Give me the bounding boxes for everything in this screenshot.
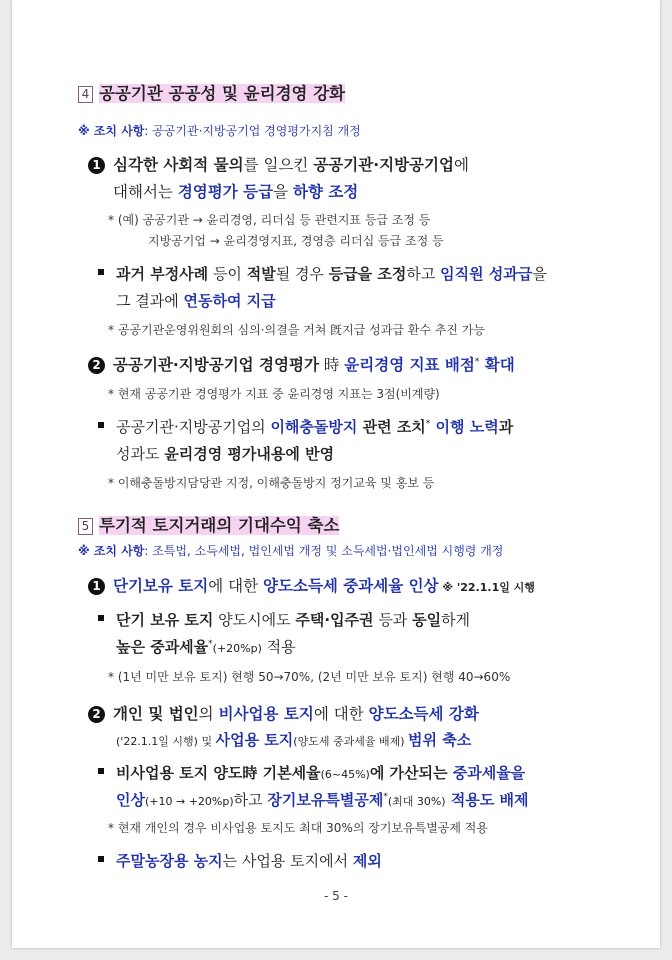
text: 양도시에도 [213, 611, 296, 629]
text: 적용도 배제 [445, 791, 529, 809]
text: 주말농장용 농지 [116, 852, 223, 870]
text: 의 [198, 705, 219, 723]
bullet-square [98, 422, 104, 428]
text: 될 경우 [275, 265, 329, 283]
number-circle-2: 2 [88, 357, 105, 374]
text: ('22.1.1일 시행) 및 [116, 735, 216, 748]
text: 공공기관·지방공기업의 [116, 418, 271, 436]
section5-number-box: 5 [78, 518, 93, 535]
text: 에 대한 [313, 705, 369, 723]
text: 적용 [261, 638, 296, 656]
section4-item1-example1: * (예) 공공기관 → 윤리경영, 리더십 등 관련지표 등급 조정 등 [108, 213, 431, 227]
text: 등이 [208, 265, 247, 283]
text: 대해서는 [113, 183, 178, 201]
text: 과 [498, 418, 514, 436]
text: (6~45%) [320, 768, 370, 781]
text: (+10 → +20%p) [144, 795, 234, 808]
section4-bullet1-line2 [116, 290, 276, 311]
text: 를 일으킨 [243, 156, 314, 174]
text: 적발 [246, 265, 276, 283]
section4-item2-line1 [88, 353, 515, 375]
section5-item1-line1 [88, 574, 535, 596]
page-number: - 5 - [324, 889, 348, 903]
section4-title: 공공기관 공공성 및 윤리경영 강화 [99, 84, 346, 103]
section5-heading [78, 512, 339, 536]
action-key: ※ 조치 사항 [78, 124, 145, 138]
text: 양도소득세 중과세율 인상 [263, 577, 439, 595]
text: 장기보유특별공제 [267, 791, 384, 809]
text: 확대 [479, 356, 515, 374]
section4-item1-line1 [88, 153, 469, 175]
section5-bullet2-line2 [116, 789, 529, 810]
text: 높은 중과세율 [116, 638, 209, 656]
text: 공공기관·지방공기업 경영평가 [113, 356, 319, 374]
text: 이행 노력 [430, 418, 499, 436]
number-circle-2: 2 [88, 706, 105, 723]
section5-item2-line1 [88, 702, 479, 724]
section5-item2-line2 [116, 729, 471, 750]
text: 심각한 사회적 물의 [113, 156, 244, 174]
section4-bullet2-line1 [98, 416, 513, 437]
text: 윤리경영 평가내용에 반영 [164, 445, 335, 463]
text: 그 결과에 [116, 292, 184, 310]
section4-item2-note: * 현재 공공기관 경영평가 지표 중 윤리경영 지표는 3점(비계량) [108, 387, 440, 401]
text: (+20%p) [212, 642, 262, 655]
section5-action-note [78, 542, 503, 559]
text: 연동하여 지급 [183, 292, 276, 310]
text: 단기 보유 토지 [116, 611, 214, 629]
text: (최대 30%) [387, 795, 446, 808]
section4-bullet1-note: * 공공기관운영위원회의 심의·의결을 거쳐 旣지급 성과급 환수 추진 가능 [108, 323, 485, 337]
section5-bullet1-line2 [116, 636, 296, 657]
document-page [12, 0, 660, 948]
section5-title: 투기적 토지거래의 기대수익 축소 [99, 516, 340, 535]
text: 공공기관·지방공기업 [313, 156, 454, 174]
text: 비사업용 토지 양도時 기본세율 [116, 764, 321, 782]
section4-bullet2-line2 [116, 443, 334, 464]
text: 관련 조치 [357, 418, 426, 436]
text: 사업용 토지 [215, 731, 294, 749]
text: 에 [453, 156, 469, 174]
text: 時 [318, 356, 345, 374]
bullet-square [98, 615, 104, 621]
text: 하향 조정 [292, 183, 359, 201]
text: 는 사업용 토지에서 [222, 852, 353, 870]
bullet-square [98, 269, 104, 275]
text: 범위 축소 [408, 731, 472, 749]
footnote-star: * [474, 357, 480, 367]
footnote-star: * [208, 639, 213, 649]
text: 이해충돌방지 [270, 418, 358, 436]
text: 에 가산되는 [369, 764, 453, 782]
action-text: : 조특법, 소득세법, 법인세법 개정 및 소득세법·법인세법 시행령 개정 [144, 544, 504, 558]
text: 을 [273, 183, 293, 201]
section4-number-box: 4 [78, 86, 93, 103]
action-key: ※ 조치 사항 [78, 544, 145, 558]
section5-bullet2-line1 [98, 762, 525, 783]
text: 등과 [373, 611, 413, 629]
action-text: : 공공기관·지방공기업 경영평가지침 개정 [144, 124, 361, 138]
text: (양도세 중과세율 배제) [293, 735, 408, 748]
section5-bullet1-note: * (1년 미만 보유 토지) 현행 50→70%, (2년 미만 보유 토지) 현행 40→60% [108, 670, 511, 684]
number-circle-1: 1 [88, 578, 105, 595]
effective-date: ※ '22.1.1일 시행 [438, 581, 535, 594]
footnote-star: * [383, 792, 388, 802]
section4-action-note [78, 122, 361, 139]
text: 에 대한 [208, 577, 264, 595]
text: 비사업용 토지 [218, 705, 314, 723]
text: 을 [532, 265, 547, 283]
text: 인상 [116, 791, 145, 809]
text: 주택·입주권 [295, 611, 374, 629]
text: 하게 [441, 611, 471, 629]
footnote-star: * [425, 419, 431, 429]
text: 경영평가 등급 [177, 183, 274, 201]
bullet-square [98, 856, 104, 862]
section4-bullet2-note: * 이해충돌방지담당관 지정, 이해충돌방지 정기교육 및 홍보 등 [108, 476, 435, 490]
bullet-square [98, 768, 104, 774]
section4-bullet1-line1 [98, 263, 547, 284]
text: 성과도 [116, 445, 165, 463]
text: 하고 [406, 265, 441, 283]
text: 임직원 성과급 [440, 265, 533, 283]
text: 양도소득세 강화 [368, 705, 479, 723]
text: 중과세율을 [452, 764, 526, 782]
section5-bullet3-line1 [98, 850, 382, 871]
text: 하고 [233, 791, 268, 809]
number-circle-1: 1 [88, 157, 105, 174]
text: 윤리경영 지표 배점 [344, 356, 475, 374]
section4-item1-line2 [113, 180, 358, 202]
section5-bullet2-note: * 현재 개인의 경우 비사업용 토지도 최대 30%의 장기보유특별공제 적용 [108, 821, 488, 835]
section4-item1-example2: 지방공기업 → 윤리경영지표, 경영층 리더십 등급 조정 등 [148, 234, 444, 248]
text: 단기보유 토지 [113, 577, 209, 595]
text: 개인 및 법인 [113, 705, 199, 723]
section4-heading [78, 80, 345, 104]
section5-bullet1-line1 [98, 609, 470, 630]
text: 등급을 조정 [328, 265, 407, 283]
text: 과거 부정사례 [116, 265, 209, 283]
text: 제외 [352, 852, 382, 870]
text: 동일 [412, 611, 442, 629]
